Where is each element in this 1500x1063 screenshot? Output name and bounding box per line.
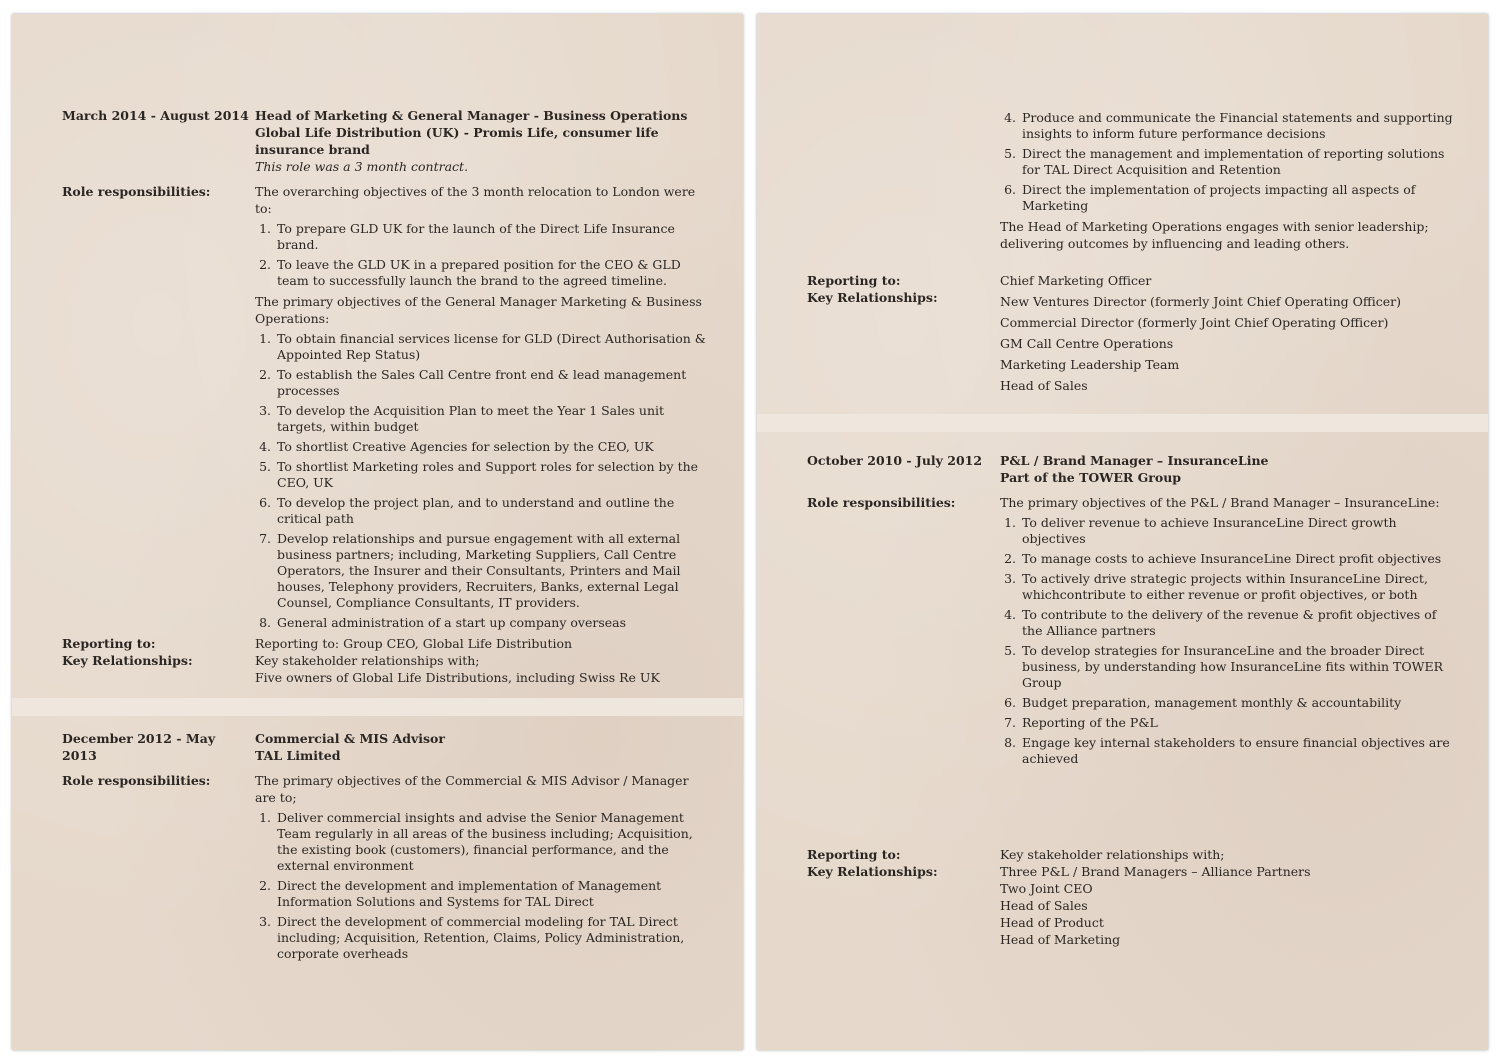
relationship-item: Head of Marketing xyxy=(1000,932,1121,947)
list-item: 4. To contribute to the delivery of the revenue & profit objectives of the Alliance partners xyxy=(1020,607,1458,639)
job-tal-company: TAL Limited xyxy=(255,748,341,763)
job-tal-section xyxy=(62,730,713,966)
list-item: 4. To shortlist Creative Agencies for selection by the CEO, UK xyxy=(275,439,713,455)
job-tal-summary: The Head of Marketing Operations engages with senior leadership; delivering outcomes by influencing and leading others. xyxy=(1000,219,1429,251)
job-tal-cont-list xyxy=(1000,110,1458,214)
job-insuranceline-responsibilities xyxy=(807,494,1458,767)
list-item: 1. Deliver commercial insights and advise the Senior Management Team regularly in all areas of the business including; Acquisition, the existing book (customers), financial performance, and the external environment xyxy=(275,810,713,874)
job-insuranceline-list xyxy=(1000,515,1458,767)
job-insuranceline-relationships xyxy=(807,846,1458,948)
relationship-item: New Ventures Director (formerly Joint Chief Operating Officer) xyxy=(1000,294,1402,309)
list-item: 1. To prepare GLD UK for the launch of the Direct Life Insurance brand. xyxy=(275,221,713,253)
key-relationships-label: Key Relationships: xyxy=(807,864,938,879)
responsibilities-label: Role responsibilities: xyxy=(62,184,211,199)
list-item: 8. Engage key internal stakeholders to ensure financial objectives are achieved xyxy=(1020,735,1458,767)
job-gld-company: Global Life Distribution (UK) - Promis Life, consumer life insurance brand xyxy=(255,125,659,157)
job-tal-dates: December 2012 - May 2013 xyxy=(62,731,216,763)
relationship-item: Three P&L / Brand Managers – Alliance Partners xyxy=(1000,864,1311,879)
job-gld-key-intro: Key stakeholder relationships with; xyxy=(255,653,480,668)
job-gld-intro2: The primary objectives of the General Manager Marketing & Business Operations: xyxy=(255,294,702,326)
job-gld-key-relationships xyxy=(62,652,713,686)
list-item: 6. Direct the implementation of projects impacting all aspects of Marketing xyxy=(1020,182,1458,214)
job-tal-intro: The primary objectives of the Commercial & MIS Advisor / Manager are to; xyxy=(255,773,689,805)
relationship-item: Head of Product xyxy=(1000,915,1104,930)
job-tal-title: Commercial & MIS Advisor xyxy=(255,731,445,746)
relationship-item: Head of Sales xyxy=(1000,378,1088,393)
relationship-item: Two Joint CEO xyxy=(1000,881,1093,896)
responsibilities-label: Role responsibilities: xyxy=(62,773,211,788)
job-gld-section xyxy=(62,107,713,686)
list-item: 3. To actively drive strategic projects within InsuranceLine Direct, whichcontribute to either revenue or profit objectives, or both xyxy=(1020,571,1458,603)
list-item: 7. Develop relationships and pursue engagement with all external business partners; including, Marketing Suppliers, Call Centre Operators, the Insurer and their Consultants, Printers and Mail houses, Telephony providers, Recruiters, Banks, external Legal Counsel, Compliance Consultants, IT providers. xyxy=(275,531,713,611)
job-gld-list2 xyxy=(255,331,713,631)
job-gld-title: Head of Marketing & General Manager - Business Operations xyxy=(255,108,688,123)
list-item: 8. General administration of a start up company overseas xyxy=(275,615,713,631)
reporting-label: Reporting to: xyxy=(62,636,156,651)
section-divider xyxy=(757,414,1488,432)
job-tal-continued xyxy=(807,107,1458,398)
job-tal-reporting xyxy=(807,272,1458,394)
job-insuranceline-company: Part of the TOWER Group xyxy=(1000,470,1182,485)
job-gld-header xyxy=(62,107,713,175)
job-tal-reporting-to: Chief Marketing Officer xyxy=(1000,273,1152,288)
job-gld-key-item: Five owners of Global Life Distributions, including Swiss Re UK xyxy=(255,670,660,685)
job-insuranceline-intro: The primary objectives of the P&L / Brand Manager – InsuranceLine: xyxy=(1000,495,1440,510)
list-item: 5. To develop strategies for InsuranceLine and the broader Direct business, by understanding how InsuranceLine fits within TOWER Group xyxy=(1020,643,1458,691)
job-gld-reporting-to: Reporting to: Group CEO, Global Life Distribution xyxy=(255,636,573,651)
job-insuranceline-header xyxy=(807,452,1458,486)
list-item: 7. Reporting of the P&L xyxy=(1020,715,1458,731)
job-gld-dates: March 2014 - August 2014 xyxy=(62,108,249,123)
list-item: 3. To develop the Acquisition Plan to meet the Year 1 Sales unit targets, within budget xyxy=(275,403,713,435)
list-item: 5. Direct the management and implementation of reporting solutions for TAL Direct Acquisition and Retention xyxy=(1020,146,1458,178)
job-gld-responsibilities xyxy=(62,183,713,631)
job-insuranceline-title: P&L / Brand Manager – InsuranceLine xyxy=(1000,453,1269,468)
job-tal-responsibilities xyxy=(62,772,713,962)
job-insuranceline-key-intro: Key stakeholder relationships with; xyxy=(1000,847,1225,862)
list-item: 5. To shortlist Marketing roles and Support roles for selection by the CEO, UK xyxy=(275,459,713,491)
relationship-item: Marketing Leadership Team xyxy=(1000,357,1180,372)
job-tal-header xyxy=(62,730,713,764)
list-item: 4. Produce and communicate the Financial statements and supporting insights to inform future performance decisions xyxy=(1020,110,1458,142)
list-item: 2. Direct the development and implementation of Management Information Solutions and Systems for TAL Direct xyxy=(275,878,713,910)
list-item: 3. Direct the development of commercial modeling for TAL Direct including; Acquisition, Retention, Claims, Policy Administration, corporate overheads xyxy=(275,914,713,962)
list-item: 1. To deliver revenue to achieve InsuranceLine Direct growth objectives xyxy=(1020,515,1458,547)
job-insuranceline-reporting xyxy=(807,846,1458,948)
job-insuranceline-section xyxy=(807,452,1458,771)
job-gld-list1 xyxy=(255,221,713,289)
relationship-item: Commercial Director (formerly Joint Chief Operating Officer) xyxy=(1000,315,1389,330)
reporting-label: Reporting to: xyxy=(807,847,901,862)
key-relationships-label: Key Relationships: xyxy=(807,290,938,305)
key-relationships-label: Key Relationships: xyxy=(62,653,193,668)
job-tal-cont-list-row xyxy=(807,110,1458,252)
relationship-item: Head of Sales xyxy=(1000,898,1088,913)
resume-page-left xyxy=(12,14,743,1050)
job-tal-list xyxy=(255,810,713,962)
list-item: 6. To develop the project plan, and to understand and outline the critical path xyxy=(275,495,713,527)
reporting-label: Reporting to: xyxy=(807,273,901,288)
resume-page-right xyxy=(757,14,1488,1050)
responsibilities-label: Role responsibilities: xyxy=(807,495,956,510)
section-divider xyxy=(12,698,743,716)
job-gld-note: This role was a 3 month contract. xyxy=(255,159,469,174)
job-gld-intro: The overarching objectives of the 3 month relocation to London were to: xyxy=(255,184,696,216)
list-item: 6. Budget preparation, management monthly & accountability xyxy=(1020,695,1458,711)
list-item: 1. To obtain financial services license for GLD (Direct Authorisation & Appointed Rep Status) xyxy=(275,331,713,363)
list-item: 2. To leave the GLD UK in a prepared position for the CEO & GLD team to successfully launch the brand to the agreed timeline. xyxy=(275,257,713,289)
list-item: 2. To manage costs to achieve InsuranceLine Direct profit objectives xyxy=(1020,551,1458,567)
list-item: 2. To establish the Sales Call Centre front end & lead management processes xyxy=(275,367,713,399)
job-gld-reporting xyxy=(62,635,713,652)
job-insuranceline-dates: October 2010 - July 2012 xyxy=(807,453,983,468)
relationship-item: GM Call Centre Operations xyxy=(1000,336,1174,351)
